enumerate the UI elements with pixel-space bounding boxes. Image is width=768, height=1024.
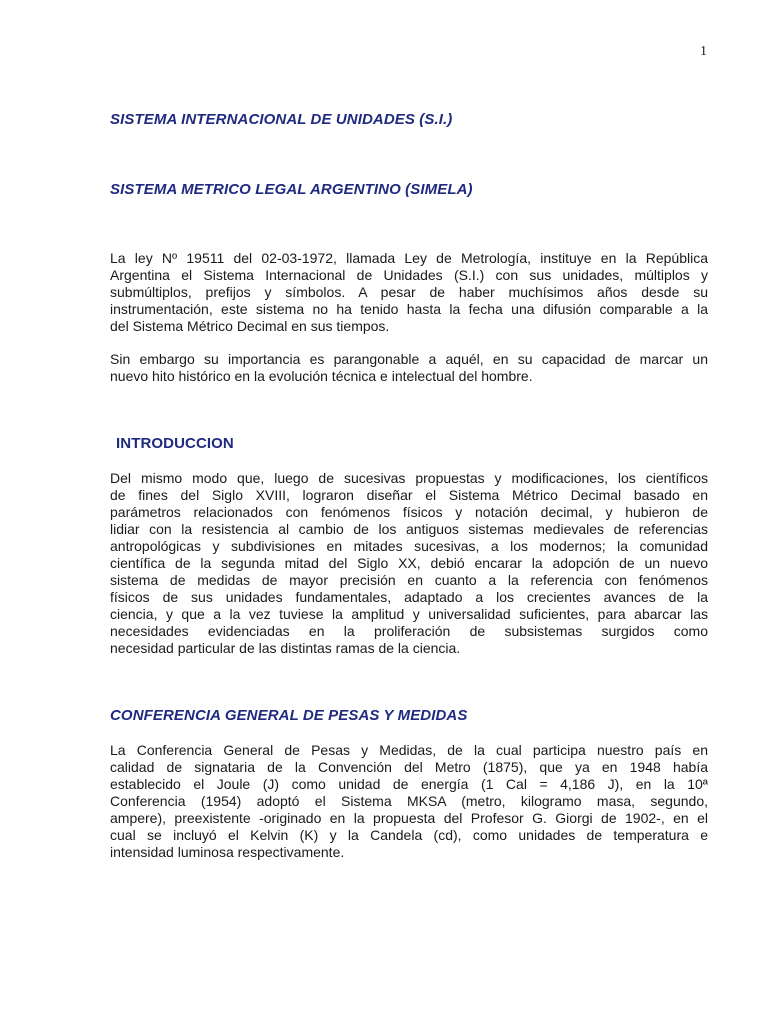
page-number: 1 — [700, 44, 707, 59]
paragraph-line: del Sistema Métrico Decimal en sus tiempos. — [110, 318, 390, 334]
paragraph-line: necesidad particular de las distintas ramas de la ciencia. — [110, 640, 461, 656]
paragraph-line: calidad de signataria de la Convención del Metro (1875), que ya en 1948 había — [110, 759, 708, 775]
paragraph-line: sistema de medidas de mayor precisión en cuanto a la referencia con fenómenos — [110, 572, 708, 588]
paragraph-line: Sin embargo su importancia es parangonable a aquél, en su capacidad de marcar un — [110, 351, 708, 367]
paragraph-line: Argentina el Sistema Internacional de Unidades (S.I.) con sus unidades, múltiplos y — [110, 267, 708, 283]
paragraph-line: establecido el Joule (J) como unidad de energía (1 Cal = 4,186 J), en la 10ª — [110, 776, 708, 792]
paragraph-line: cual se incluyó el Kelvin (K) y la Candela (cd), como unidades de temperatura e — [110, 827, 708, 843]
paragraph-line: lidiar con la resistencia al cambio de los antiguos sistemas medievales de referencias — [110, 521, 708, 537]
paragraph-line: ampere), preexistente -originado en la propuesta del Profesor G. Giorgi de 1902-, en el — [110, 810, 708, 826]
paragraph-line: submúltiplos, prefijos y símbolos. A pesar de haber muchísimos años desde su — [110, 284, 708, 300]
paragraph-line: Conferencia (1954) adoptó el Sistema MKSA (metro, kilogramo masa, segundo, — [110, 793, 708, 809]
paragraph-line: de fines del Siglo XVIII, lograron diseñar el Sistema Métrico Decimal basado en — [110, 487, 708, 503]
paragraph-line: intensidad luminosa respectivamente. — [110, 844, 345, 860]
heading-introduccion: INTRODUCCION — [116, 435, 234, 452]
paragraph-line: instrumentación, este sistema no ha tenido hasta la fecha una difusión comparable a la — [110, 301, 708, 317]
paragraph-line: La Conferencia General de Pesas y Medidas, de la cual participa nuestro país en — [110, 742, 708, 758]
heading-simela: SISTEMA METRICO LEGAL ARGENTINO (SIMELA) — [110, 181, 473, 198]
paragraph-line: científica de la segunda mitad del Siglo XX, debió encarar la adopción de un nuevo — [110, 555, 708, 571]
paragraph-line: ciencia, y que a la vez tuviese la amplitud y universalidad suficientes, para abarcar las — [110, 606, 708, 622]
paragraph-line: físicos de sus unidades fundamentales, adaptado a los crecientes avances de la — [110, 589, 708, 605]
paragraph-line: La ley Nº 19511 del 02-03-1972, llamada Ley de Metrología, instituye en la República — [110, 250, 708, 266]
paragraph-conferencia — [110, 742, 708, 861]
heading-conferencia: CONFERENCIA GENERAL DE PESAS Y MEDIDAS — [110, 707, 468, 724]
heading-si: SISTEMA INTERNACIONAL DE UNIDADES (S.I.) — [110, 111, 453, 128]
paragraph-line: nuevo hito histórico en la evolución técnica e intelectual del hombre. — [110, 368, 533, 384]
paragraph-line: Del mismo modo que, luego de sucesivas propuestas y modificaciones, los científicos — [110, 470, 708, 486]
paragraph-sin-embargo — [110, 351, 708, 385]
paragraph-ley — [110, 250, 708, 335]
paragraph-line: parámetros relacionados con fenómenos físicos y notación decimal, y hubieron de — [110, 504, 708, 520]
paragraph-line: necesidades evidenciadas en la proliferación de subsistemas surgidos como — [110, 623, 708, 639]
paragraph-introduccion — [110, 470, 708, 657]
paragraph-line: antropológicas y subdivisiones en mitades sucesivas, a los modernos; la comunidad — [110, 538, 708, 554]
